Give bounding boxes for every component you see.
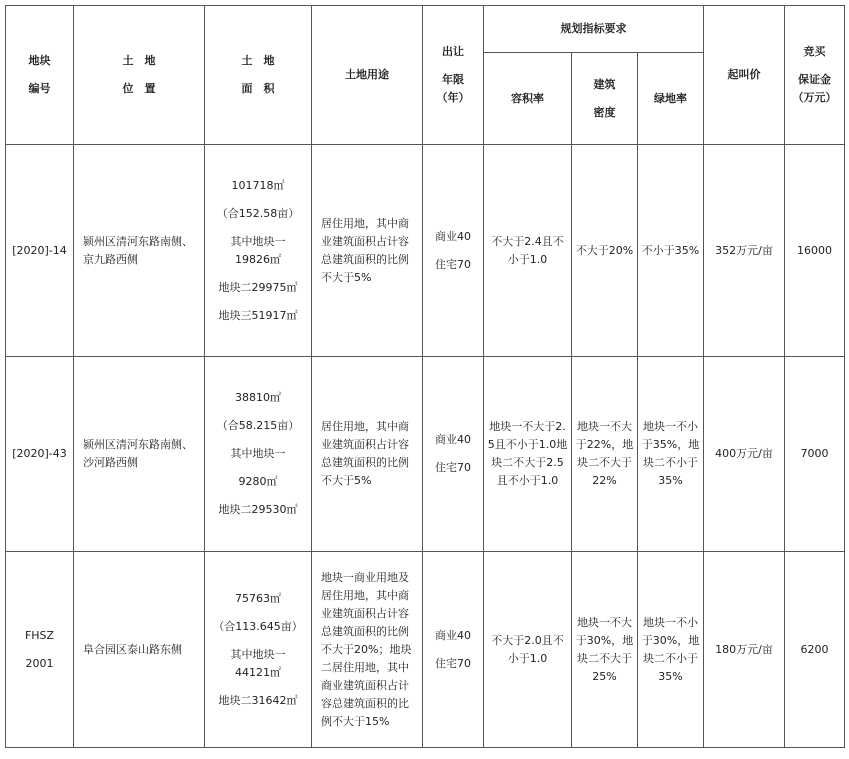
cell-density: 地块一不大于22%，地块二不大于22% [572, 357, 638, 552]
cell-density: 地块一不大于30%，地块二不大于25% [572, 552, 638, 748]
header-location: 土 地 位 置 [74, 6, 205, 145]
cell-green: 地块一不小于35%，地块二不小于35% [638, 357, 704, 552]
cell-location: 阜合园区泰山路东侧 [74, 552, 205, 748]
cell-parcel-no: [2020]-14 [6, 145, 74, 357]
header-planning: 规划指标要求 [484, 6, 704, 53]
cell-far: 地块一不大于2.5且不小于1.0地块二不大于2.5且不小于1.0 [484, 357, 572, 552]
header-area: 土 地 面 积 [205, 6, 312, 145]
cell-area: 38810㎡ （合58.215亩） 其中地块一 9280㎡ 地块二29530㎡ [205, 357, 312, 552]
header-use: 土地用途 [312, 6, 423, 145]
cell-parcel-no: FHSZ 2001 [6, 552, 74, 748]
cell-green: 不小于35% [638, 145, 704, 357]
cell-area: 101718㎡ （合152.58亩） 其中地块一 19826㎡ 地块二29975㎡ 地块三51917㎡ [205, 145, 312, 357]
cell-deposit: 7000 [785, 357, 845, 552]
cell-term: 商业40 住宅70 [423, 145, 484, 357]
table-row [6, 145, 845, 357]
cell-deposit: 16000 [785, 145, 845, 357]
header-start-price: 起叫价 [704, 6, 785, 145]
header-term: 出让 年限 （年） [423, 6, 484, 145]
header-deposit: 竞买 保证金 （万元） [785, 6, 845, 145]
cell-far: 不大于2.4且不小于1.0 [484, 145, 572, 357]
land-auction-table [5, 5, 845, 748]
cell-parcel-no: [2020]-43 [6, 357, 74, 552]
cell-density: 不大于20% [572, 145, 638, 357]
header-parcel-no: 地块 编号 [6, 6, 74, 145]
cell-green: 地块一不小于30%，地块二不小于35% [638, 552, 704, 748]
cell-term: 商业40 住宅70 [423, 357, 484, 552]
cell-use: 地块一商业用地及居住用地，其中商业建筑面积占计容总建筑面积的比例不大于20%；地块二居住用地，其中商业建筑面积占计容总建筑面积的比例不大于15% [312, 552, 423, 748]
cell-use: 居住用地，其中商业建筑面积占计容总建筑面积的比例不大于5% [312, 357, 423, 552]
table-row [6, 552, 845, 748]
cell-far: 不大于2.0且不小于1.0 [484, 552, 572, 748]
cell-deposit: 6200 [785, 552, 845, 748]
header-green: 绿地率 [638, 53, 704, 145]
table-row [6, 357, 845, 552]
header-far: 容积率 [484, 53, 572, 145]
cell-location: 颍州区清河东路南侧、沙河路西侧 [74, 357, 205, 552]
cell-start-price: 400万元/亩 [704, 357, 785, 552]
cell-location: 颍州区清河东路南侧、京九路西侧 [74, 145, 205, 357]
cell-start-price: 180万元/亩 [704, 552, 785, 748]
header-density: 建筑 密度 [572, 53, 638, 145]
cell-start-price: 352万元/亩 [704, 145, 785, 357]
cell-term: 商业40 住宅70 [423, 552, 484, 748]
cell-area: 75763㎡ （合113.645亩） 其中地块一 44121㎡ 地块二31642㎡ [205, 552, 312, 748]
cell-use: 居住用地，其中商业建筑面积占计容总建筑面积的比例不大于5% [312, 145, 423, 357]
